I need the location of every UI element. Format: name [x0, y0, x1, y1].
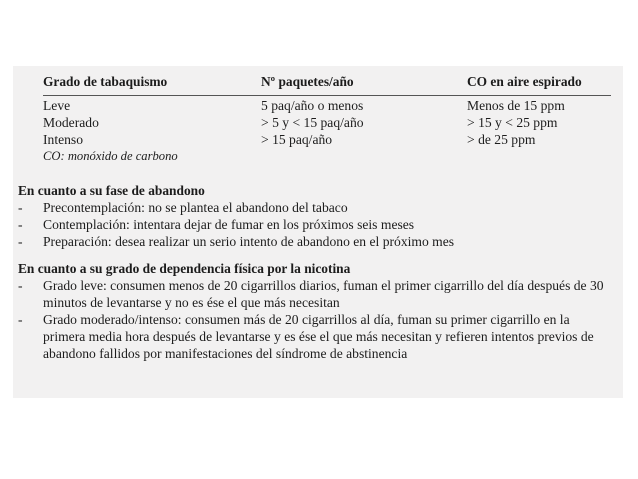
list-item-text: Grado leve: consumen menos de 20 cigarrillos diarios, fuman el primer cigarrillo del día después de 30 minutos de levantarse y no es ése el que más necesitan [43, 278, 604, 310]
section-title: En cuanto a su grado de dependencia física por la nicotina [18, 261, 351, 276]
list-item [18, 277, 611, 311]
header-grado: Grado de tabaquismo [43, 74, 168, 89]
list-item-text: Preparación: desea realizar un serio intento de abandono en el próximo mes [43, 234, 455, 249]
header-paquetes: Nº paquetes/año [261, 74, 354, 89]
bullet: - [18, 217, 23, 232]
list-item-text: Grado moderado/intenso: consumen más de 20 cigarrillos al día, fuman su primer cigarrillo en la primera media hora después de levantarse y es ése el que más necesitan y refieren intentos previos de abandono fallidos por manifestaciones del síndrome de abstinencia [43, 312, 594, 361]
section-dependencia [18, 260, 611, 362]
cell-paquetes-leve: 5 paq/año o menos [261, 98, 364, 113]
cell-co-moderado: > 15 y < 25 ppm [467, 115, 558, 130]
bullet: - [18, 312, 23, 327]
list-item [18, 233, 611, 250]
bullet: - [18, 234, 23, 249]
cell-grado-leve: Leve [43, 98, 71, 113]
cell-co-intenso: > de 25 ppm [467, 132, 536, 147]
cell-grado-moderado: Moderado [43, 115, 99, 130]
list-item [18, 311, 611, 362]
section-title: En cuanto a su fase de abandono [18, 183, 205, 198]
cell-paquetes-intenso: > 15 paq/año [261, 132, 333, 147]
list-item [18, 199, 611, 216]
cell-paquetes-moderado: > 5 y < 15 paq/año [261, 115, 364, 130]
content-panel [13, 66, 623, 398]
list-item [18, 216, 611, 233]
bullet: - [18, 200, 23, 215]
list-item-text: Contemplación: intentara dejar de fumar en los próximos seis meses [43, 217, 415, 232]
smoking-grade-table [43, 74, 611, 178]
bullet: - [18, 278, 23, 293]
header-rule [43, 95, 611, 96]
section-abandono [18, 182, 611, 250]
table-note: CO: monóxido de carbono [43, 149, 178, 163]
cell-grado-intenso: Intenso [43, 132, 84, 147]
cell-co-leve: Menos de 15 ppm [467, 98, 565, 113]
list-item-text: Precontemplación: no se plantea el abandono del tabaco [43, 200, 348, 215]
header-co: CO en aire espirado [467, 74, 582, 89]
